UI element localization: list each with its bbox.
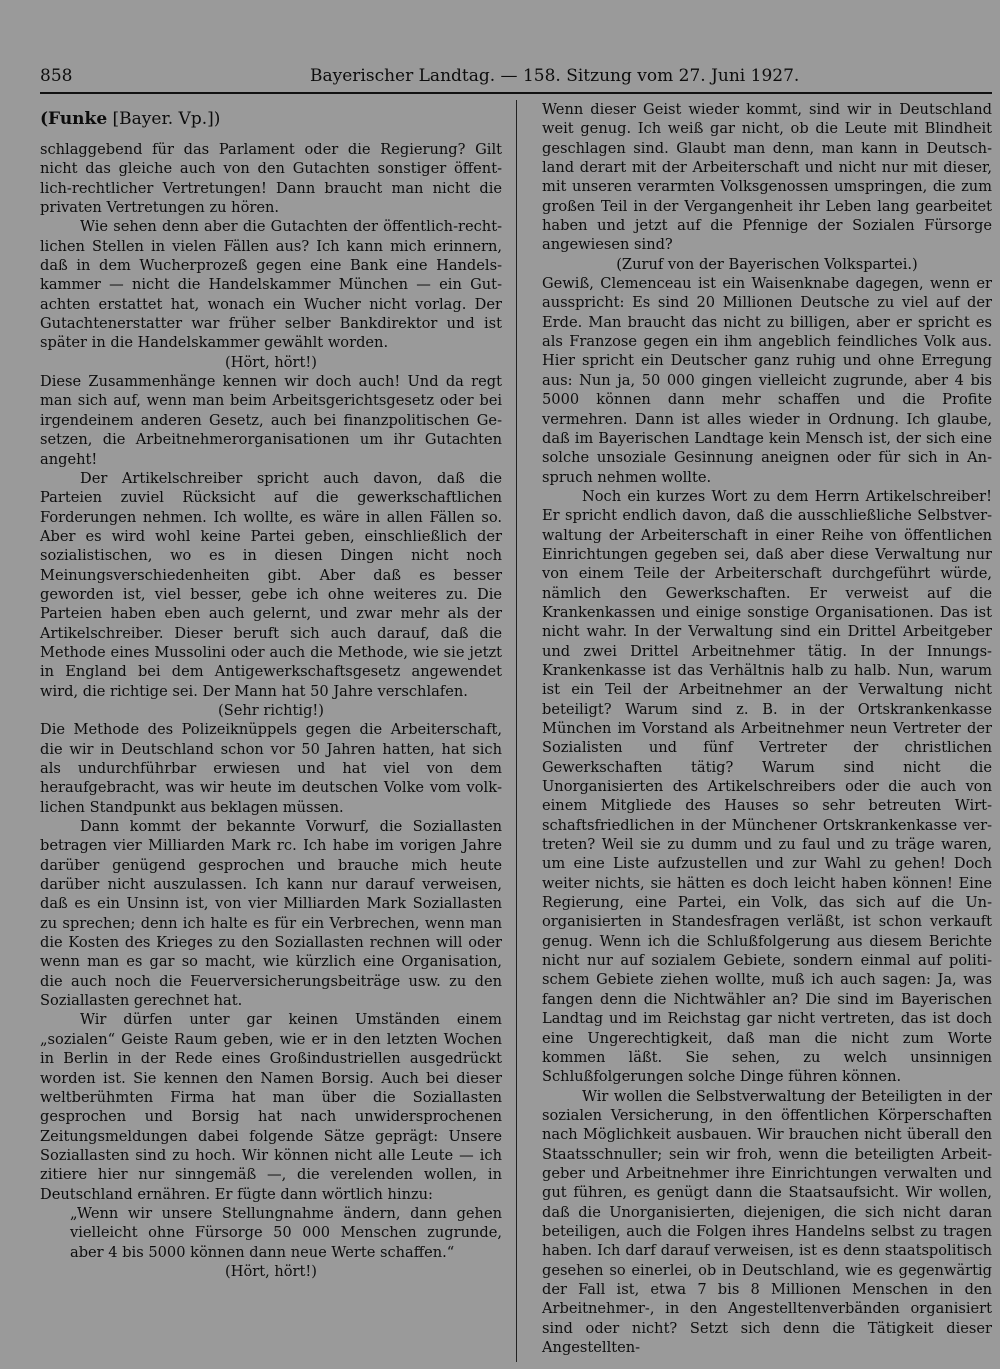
paragraph: Diese Zusammenhänge kennen wir doch auch! Und da regt man sich auf, wenn man beim Arbeitsgerichtsgesetz oder bei irgendeinem anderen Gesetz, auch bei finanzpolitischen Gesetzen, die Arbeitnehmerorganisationen um ihr Gutachten angeht! (40, 373, 502, 468)
paragraph: Noch ein kurzes Wort zu dem Herrn Artikelschreiber! Er spricht endlich davon, daß die ausschließliche Selbstverwaltung der Arbeiterschaft in einer Reihe von öffentlichen Einrichtungen gegeben sei, daß aber diese Verwaltung nur von einem Teile der Arbeiterschaft durchgeführt würde, nämlich den Gewerkschaften. Er verweist auf die Krankenkassen und einige sonstige Organisationen. Das ist nicht wahr. In der Verwaltung sind ein Drittel Arbeitgeber und zwei Drittel Arbeitnehmer tätig. In der Innungs-Krankenkasse ist das Verhältnis halb zu halb. Nun, warum ist ein Teil der Arbeitnehmer an der Verwaltung nicht beteiligt? Warum sind z. B. in der Ortskrankenkasse München im Vorstand als Arbeitnehmer neun Vertreter der Sozialisten und fünf Vertreter der christlichen Gewerkschaften tätig? Warum sind nicht die Unorganisierten des Artikelschreibers oder die auch von einem Mitgliede des Hauses so sehr betreuten Wirtschaftsfriedlichen in der Münchener Ortskrankenkasse vertreten? Weil sie zu dumm und zu faul und zu träge waren, um eine Liste aufzustellen und zur Wahl zu gehen! Doch weiter nichts, sie hätten es doch leicht haben können! Eine Regierung, eine Partei, ein Volk, das sich auf die Unorganisierten in Standesfragen verläßt, ist schon verkauft genug. Wenn ich die Schlußfolgerung aus diesem Berichte nicht nur auf sozialem Gebiete, sondern einmal auf politischem Gebiete ziehen wollte, muß ich auch sagen: Ja, was fangen denn die Nichtwähler an? Die sind im Bayerischen Landtag und im Reichstag gar nicht vertreten, das ist doch eine Ungerechtigkeit, daß man die nicht zum Worte kommen läßt. Sie sehen, zu welch unsinnigen Schlußfolgerungen solche Dinge führen können. (542, 487, 992, 1086)
interjection: (Sehr richtig!) (218, 701, 324, 719)
speaker-line (40, 108, 502, 130)
right-column (542, 100, 992, 1357)
interjection: (Hört, hört!) (225, 353, 317, 371)
paragraph: Der Artikelschreiber spricht auch davon, daß die Parteien zuviel Rücksicht auf die gewerkschaftlichen Forderungen nehmen. Ich wollte, es wäre in allen Fällen so. Aber es wird wohl keine Partei geben, einschließlich der sozialistischen, wo es in diesen Dingen nicht noch Meinungsverschiedenheiten gibt. Aber daß es besser geworden ist, viel besser, gebe ich ohne weiteres zu. Die Parteien haben eben auch gelernt, und zwar mehr als der Artikelschreiber. Dieser beruft sich auch darauf, daß die Methode eines Mussolini oder auch die Methode, wie sie jetzt in England bei dem Antigewerkschaftsgesetz angewendet wird, die richtige sei. Der Mann hat 50 Jahre verschlafen. (40, 469, 502, 700)
paragraph: Wenn dieser Geist wieder kommt, sind wir in Deutschland weit genug. Ich weiß gar nicht, ob die Leute mit Blindheit geschlagen sind. Glaubt man denn, man kann in Deutschland derart mit der Arbeiterschaft und nicht nur mit dieser, mit unseren verarmten Volksgenossen umspringen, die zum großen Teil in der Vergangenheit ihr Leben lang gearbeitet haben und jetzt auf die Pfennige der Sozialen Fürsorge angewiesen sind? (542, 101, 992, 254)
paragraph: Die Methode des Polizeiknüppels gegen die Arbeiterschaft, die wir in Deutschland schon vor 50 Jahren hatten, hat sich als undurchführbar erwiesen und hat viel von dem heraufgebracht, was wir heute im deutschen Volke vom volklichen Standpunkt aus beklagen müssen. (40, 721, 502, 816)
paragraph: Gewiß, Clemenceau ist ein Waisenknabe dagegen, wenn er ausspricht: Es sind 20 Millionen Deutsche zu viel auf der Erde. Man braucht das nicht zu billigen, aber er spricht es als Franzose gegen ein ihm angeblich feindliches Volk aus. Hier spricht ein Deutscher ganz ruhig und ohne Erregung aus: Nun ja, 50 000 gingen vielleicht zugrunde, aber 4 bis 5000 können dann mehr schaffen und die Profite vermehren. Dann ist alles wieder in Ordnung. Ich glaube, daß im Bayerischen Landtage kein Mensch ist, der sich eine solche unsoziale Gesinnung aneignen oder für sich in Anspruch nehmen wollte. (542, 275, 992, 486)
paragraph: schlaggebend für das Parlament oder die Regierung? Gilt nicht das gleiche auch von den Gutachten sonstiger öffentlich-rechtlicher Vertretungen! Dann braucht man nicht die privaten Vertretungen zu hören. (40, 141, 502, 217)
left-column (40, 100, 502, 1281)
paragraph: Dann kommt der bekannte Vorwurf, die Soziallasten betragen vier Milliarden Mark rc. Ich habe im vorigen Jahre darüber genügend gesprochen und brauche mich heute darüber nicht auszulassen. Ich kann nur darauf verweisen, daß es ein Unsinn ist, von vier Milliarden Mark Soziallasten zu sprechen; denn ich halte es für ein Verbrechen, wenn man die Kosten des Krieges zu den Soziallasten rechnen will oder wenn man es gar so macht, wie kürzlich eine Organisation, die auch noch die Feuerversicherungsbeiträge usw. zu den Soziallasten gerechnet hat. (40, 818, 502, 1010)
interjection: (Zuruf von der Bayerischen Volkspartei.) (616, 255, 918, 273)
speaker-name: (Funke (40, 109, 108, 129)
interjection: (Hört, hört!) (225, 1262, 317, 1280)
header-rule (40, 92, 992, 94)
paragraph: Wir wollen die Selbstverwaltung der Beteiligten in der sozialen Versicherung, in den öffentlichen Körperschaften nach Möglichkeit ausbauen. Wir brauchen nicht überall den Staatsschnuller; sein wir froh, wenn die beteiligten Arbeitgeber und Arbeitnehmer ihre Einrichtungen verwalten und gut führen, es genügt dann die Staatsaufsicht. Wir wollen, daß die Unorganisierten, diejenigen, die sich nicht daran beteiligen, auch die Folgen ihres Handelns selbst zu tragen haben. Ich darf darauf verweisen, ist es denn staatspolitisch gesehen so einerlei, ob in Deutschland, wie es gegenwärtig der Fall ist, etwa 7 bis 8 Millionen Menschen in den Arbeitnehmer-, in den Angestelltenverbänden organisiert sind oder nicht? Setzt sich denn die Tätigkeit dieser Angestellten- (542, 1087, 992, 1356)
column-divider (516, 100, 517, 1362)
page-header (40, 62, 970, 92)
page-number: 858 (40, 66, 73, 86)
paragraph: Wie sehen denn aber die Gutachten der öffentlich-rechtlichen Stellen in vielen Fällen aus? Ich kann mich erinnern, daß in dem Wucherprozeß gegen eine Bank eine Handelskammer — nicht die Handelskammer München — ein Gutachten erstattet hat, wonach ein Wucher nicht vorlag. Der Gutachtenerstatter war früher selber Bankdirektor und ist später in die Handelskammer gewählt worden. (40, 218, 502, 352)
running-head: Bayerischer Landtag. — 158. Sitzung vom 27. Juni 1927. (310, 66, 800, 86)
paragraph: Wir dürfen unter gar keinen Umständen einem „sozialen“ Geiste Raum geben, wie er in den letzten Wochen in Berlin in der Rede eines Großindustriellen ausgedrückt worden ist. Sie kennen den Namen Borsig. Auch bei dieser weltberühmten Firma hat man über die Soziallasten gesprochen und Borsig hat nach unwidersprochenen Zeitungsmeldungen dabei folgende Sätze geprägt: Unsere Soziallasten sind zu hoch. Wir können nicht alle Leute — ich zitiere hier nur sinngemäß —, die verelenden wollen, in Deutschland ernähren. Er fügte dann wörtlich hinzu: (40, 1011, 502, 1203)
speaker-party: [Bayer. Vp.]) (112, 109, 221, 129)
quotation: „Wenn wir unsere Stellungnahme ändern, dann gehen vielleicht ohne Fürsorge 50 000 Menschen zugrunde, aber 4 bis 5000 können dann neue Werte schaffen.“ (70, 1204, 502, 1261)
